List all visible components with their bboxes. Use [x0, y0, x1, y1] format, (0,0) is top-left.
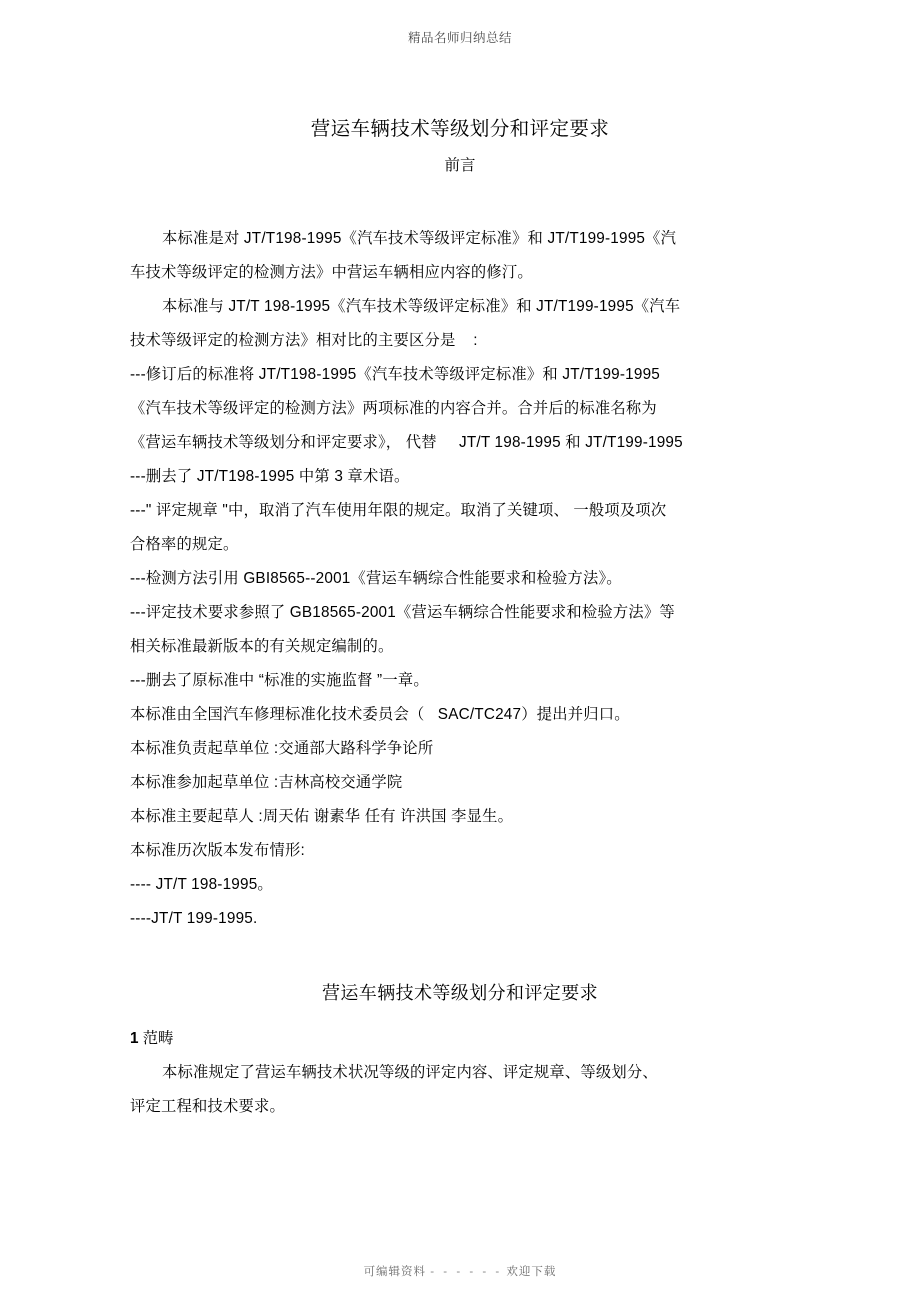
preface-line: ---删去了 JT/T198-1995 中第 3 章术语。 [130, 468, 410, 485]
section-title: 营运车辆技术等级划分和评定要求 [322, 983, 598, 1003]
title-spacer [130, 182, 790, 222]
preface-line: ----JT/T 199-1995. [130, 910, 258, 927]
preface-line: ---" 评定规章 "中，取消了汽车使用年限的规定。取消了关键项、 一般项及项次 [130, 502, 667, 519]
clause-body [130, 1056, 790, 1124]
preface-line: ---修订后的标准将 JT/T198-1995《汽车技术等级评定标准》和 JT/T199-1995 [130, 366, 660, 383]
footer-right-text: 欢迎下载 [506, 1266, 557, 1278]
preface-line: 本标准历次版本发布情形: [130, 842, 305, 859]
preface-line: 技术等级评定的检测方法》相对比的主要区分是 : [130, 332, 478, 349]
preface-line: 本标准是对 JT/T198-1995《汽车技术等级评定标准》和 JT/T199-1995《汽 [162, 230, 677, 247]
clause-title: 范畴 [142, 1030, 174, 1047]
preface-line: 相关标准最新版本的有关规定编制的。 [130, 638, 394, 655]
preface-line: 《营运车辆技术等级划分和评定要求》， 代替 JT/T 198-1995 和 JT/T199-1995 [130, 434, 683, 451]
footer-dashes: - - - - - - [430, 1266, 503, 1278]
preface-line: 合格率的规定。 [130, 536, 239, 553]
preface-line: 本标准与 JT/T 198-1995《汽车技术等级评定标准》和 JT/T199-1995《汽车 [162, 298, 681, 315]
document-body [130, 112, 790, 1124]
preface-line: ---删去了原标准中 “标准的实施监督 ”一章。 [130, 672, 429, 689]
preface-line: 本标准负责起草单位 :交通部大路科学争论所 [130, 740, 434, 757]
preface-line: ---评定技术要求参照了 GB18565-2001《营运车辆综合性能要求和检验方法》等 [130, 604, 675, 621]
preface-line: 本标准主要起草人 :周天佑 谢素华 任有 许洪国 李显生。 [130, 808, 514, 825]
preface-line: 车技术等级评定的检测方法》中营运车辆相应内容的修汀。 [130, 264, 533, 281]
document-subtitle: 前言 [444, 157, 476, 174]
preface-line: 《汽车技术等级评定的检测方法》两项标准的内容合并。合并后的标准名称为 [130, 400, 657, 417]
clause-spacer [130, 1010, 790, 1022]
clause-line: 评定工程和技术要求。 [130, 1098, 285, 1115]
clause-line: 本标准规定了营运车辆技术状况等级的评定内容、评定规章、等级划分、 [162, 1064, 658, 1081]
preface-line: 本标准由全国汽车修理标准化技术委员会（ SAC/TC247）提出并归口。 [130, 706, 630, 723]
preface-line: ---- JT/T 198-1995。 [130, 876, 273, 893]
preface-paragraphs [130, 222, 790, 936]
document-title: 营运车辆技术等级划分和评定要求 [310, 118, 610, 140]
clause-number: 1 [130, 1030, 139, 1047]
preface-line: ---检测方法引用 GBI8565--2001《营运车辆综合性能要求和检验方法》。 [130, 570, 622, 587]
page-watermark: 精品名师归纳总结 [407, 31, 512, 45]
footer-left-text: 可编辑资料 [363, 1266, 427, 1278]
clause-heading [130, 1022, 790, 1056]
preface-line: 本标准参加起草单位 :吉林高校交通学院 [130, 774, 403, 791]
section-spacer [130, 936, 790, 976]
page-footer [0, 1263, 920, 1279]
